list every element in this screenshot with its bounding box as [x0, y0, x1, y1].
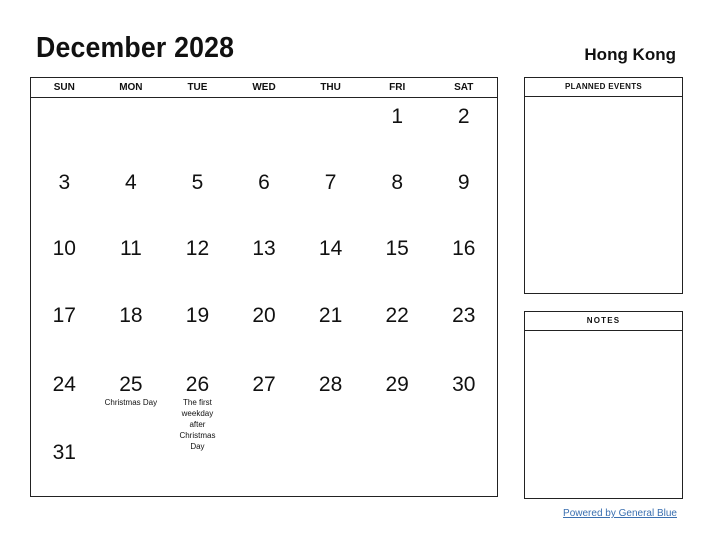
- day-number: 30: [452, 373, 476, 396]
- day-number: 29: [385, 373, 409, 396]
- day-cell: [231, 164, 298, 230]
- weekday-mon: MON: [119, 82, 143, 93]
- region-label: Hong Kong: [584, 45, 676, 64]
- weekday-wed: WED: [252, 82, 276, 93]
- weekday-tue: TUE: [187, 82, 208, 93]
- day-number: 17: [52, 304, 76, 327]
- day-cell: [164, 434, 231, 500]
- day-number: [164, 98, 231, 106]
- day-number: [231, 98, 298, 106]
- day-number: [297, 98, 364, 106]
- day-number: 10: [52, 237, 76, 260]
- day-number: 11: [119, 237, 142, 260]
- day-number: [430, 434, 497, 442]
- day-cell: [430, 297, 497, 366]
- day-cell: [297, 164, 364, 230]
- day-number: 19: [185, 304, 210, 327]
- weekday-header-row: [31, 78, 497, 98]
- day-cell: [430, 164, 497, 230]
- powered-by-link[interactable]: Powered by General Blue: [563, 508, 677, 519]
- day-number: [231, 434, 298, 442]
- weekday-sun: SUN: [53, 82, 75, 93]
- day-number: 1: [391, 105, 404, 128]
- day-cell: [98, 434, 165, 500]
- week-row: [31, 434, 497, 500]
- day-cell: [31, 164, 98, 230]
- day-number: 9: [457, 171, 470, 194]
- day-number: 13: [252, 237, 276, 260]
- day-number: 12: [185, 237, 210, 260]
- day-cell: [31, 98, 98, 164]
- day-number: 26: [185, 373, 210, 396]
- day-cell: [364, 230, 431, 297]
- weekday-fri: FRI: [389, 82, 406, 93]
- day-cell: [164, 98, 231, 164]
- week-row: [31, 164, 497, 230]
- day-cell: [364, 98, 431, 164]
- day-number: 31: [52, 441, 76, 464]
- day-cell: [430, 98, 497, 164]
- day-number: [98, 434, 165, 442]
- notes-title: NOTES: [525, 312, 682, 331]
- day-number: 22: [385, 304, 409, 327]
- day-cell: [31, 434, 98, 500]
- day-number: [31, 98, 98, 106]
- day-cell: [164, 297, 231, 366]
- day-number: 20: [252, 304, 276, 327]
- day-number: [164, 434, 231, 442]
- day-cell: [98, 297, 165, 366]
- planned-events-box: [524, 77, 683, 294]
- day-number: 2: [457, 105, 470, 128]
- day-cell: [297, 230, 364, 297]
- day-cell: [430, 230, 497, 297]
- day-cell: [98, 230, 165, 297]
- week-row: [31, 98, 497, 164]
- day-cell: [98, 98, 165, 164]
- day-cell: [31, 297, 98, 366]
- day-number: 16: [452, 237, 476, 260]
- day-cell: [364, 434, 431, 500]
- day-number: 5: [191, 171, 204, 194]
- day-cell: [297, 366, 364, 434]
- day-cell: [364, 366, 431, 434]
- day-number: 27: [252, 373, 276, 396]
- day-cell: [364, 297, 431, 366]
- weekday-thu: THU: [320, 82, 341, 93]
- day-cell: [231, 230, 298, 297]
- holiday-label: The first weekday after Christmas Day: [179, 398, 216, 451]
- holiday-label: Christmas Day: [104, 398, 158, 407]
- day-number: [98, 98, 165, 106]
- day-cell: [31, 230, 98, 297]
- day-number: [297, 434, 364, 442]
- day-cell: [98, 164, 165, 230]
- day-cell: [164, 230, 231, 297]
- day-cell: [31, 366, 98, 434]
- day-cell: [164, 366, 231, 451]
- day-number: 3: [58, 171, 71, 194]
- day-number: 18: [119, 304, 143, 327]
- week-row: [31, 366, 497, 451]
- day-cell: [297, 434, 364, 500]
- day-cell: [231, 297, 298, 366]
- day-cell: [231, 98, 298, 164]
- page-title: December 2028: [36, 32, 235, 64]
- day-cell: [430, 366, 497, 434]
- day-cell: [164, 164, 231, 230]
- weeks-container: [31, 98, 497, 500]
- notes-box: [524, 311, 683, 499]
- day-number: 14: [318, 237, 343, 260]
- week-row: [31, 230, 497, 297]
- day-cell: [297, 297, 364, 366]
- day-cell: [231, 434, 298, 500]
- day-number: 7: [324, 171, 337, 194]
- calendar-grid: [30, 77, 498, 497]
- day-cell: [297, 98, 364, 164]
- day-number: 6: [258, 171, 270, 194]
- planned-events-title: PLANNED EVENTS: [525, 78, 682, 97]
- day-number: 25: [119, 373, 143, 396]
- day-number: 4: [125, 171, 137, 194]
- weekday-sat: SAT: [454, 82, 474, 93]
- day-number: 21: [318, 304, 343, 327]
- day-number: 28: [318, 373, 343, 396]
- day-number: 24: [52, 373, 76, 396]
- day-cell: [430, 434, 497, 500]
- day-number: 8: [391, 171, 404, 194]
- day-number: 15: [385, 237, 409, 260]
- day-cell: [98, 366, 165, 434]
- week-row: [31, 297, 497, 366]
- day-number: [364, 434, 431, 442]
- day-number: 23: [452, 304, 476, 327]
- day-cell: [364, 164, 431, 230]
- day-cell: [231, 366, 298, 434]
